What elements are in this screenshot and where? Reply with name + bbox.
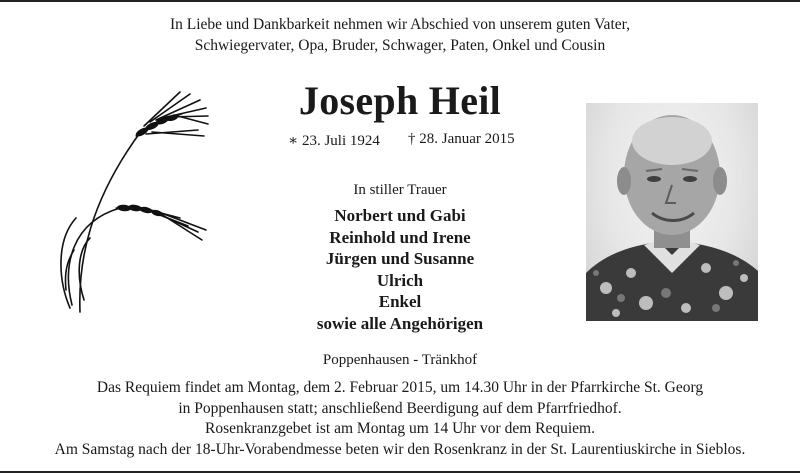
mourner-name: sowie alle Angehörigen (316, 313, 484, 333)
intro-line-2: Schwiegervater, Opa, Bruder, Schwager, Paten, Onkel und Cousin (194, 37, 606, 54)
mourner-name: Ulrich (376, 270, 424, 290)
death-date: † 28. Januar 2015 (408, 131, 515, 147)
notice-line: Am Samstag nach der 18-Uhr-Vorabendmesse beten wir den Rosenkranz in der St. Laurentiuskirche in Sieblos. (54, 440, 746, 458)
top-border (0, 0, 800, 2)
notice-line: Das Requiem findet am Montag, dem 2. Februar 2015, um 14.30 Uhr in der Pfarrkirche St. Georg (96, 379, 704, 396)
mourner-list (0, 205, 800, 334)
deceased-name: Joseph Heil (298, 78, 502, 123)
birth-date: ∗ 23. Juli 1924 (288, 133, 380, 149)
notice-line: Rosenkranzgebet ist am Montag um 14 Uhr vor dem Requiem. (204, 420, 595, 437)
mourner-name: Reinhold und Irene (329, 227, 471, 247)
intro-text (0, 14, 800, 56)
notice-line: in Poppenhausen statt; anschließend Beerdigung auf dem Pfarrfriedhof. (178, 399, 622, 417)
mourner-name: Jürgen und Susanne (325, 249, 475, 268)
mourner-name: Enkel (378, 292, 422, 311)
place-name: Poppenhausen - Tränkhof (322, 352, 478, 368)
mourner-name: Norbert und Gabi (334, 206, 466, 225)
intro-line-1: In Liebe und Dankbarkeit nehmen wir Abschied von unserem guten Vater, (169, 16, 631, 33)
mourning-title: In stiller Trauer (353, 182, 447, 198)
funeral-notice (0, 378, 800, 460)
